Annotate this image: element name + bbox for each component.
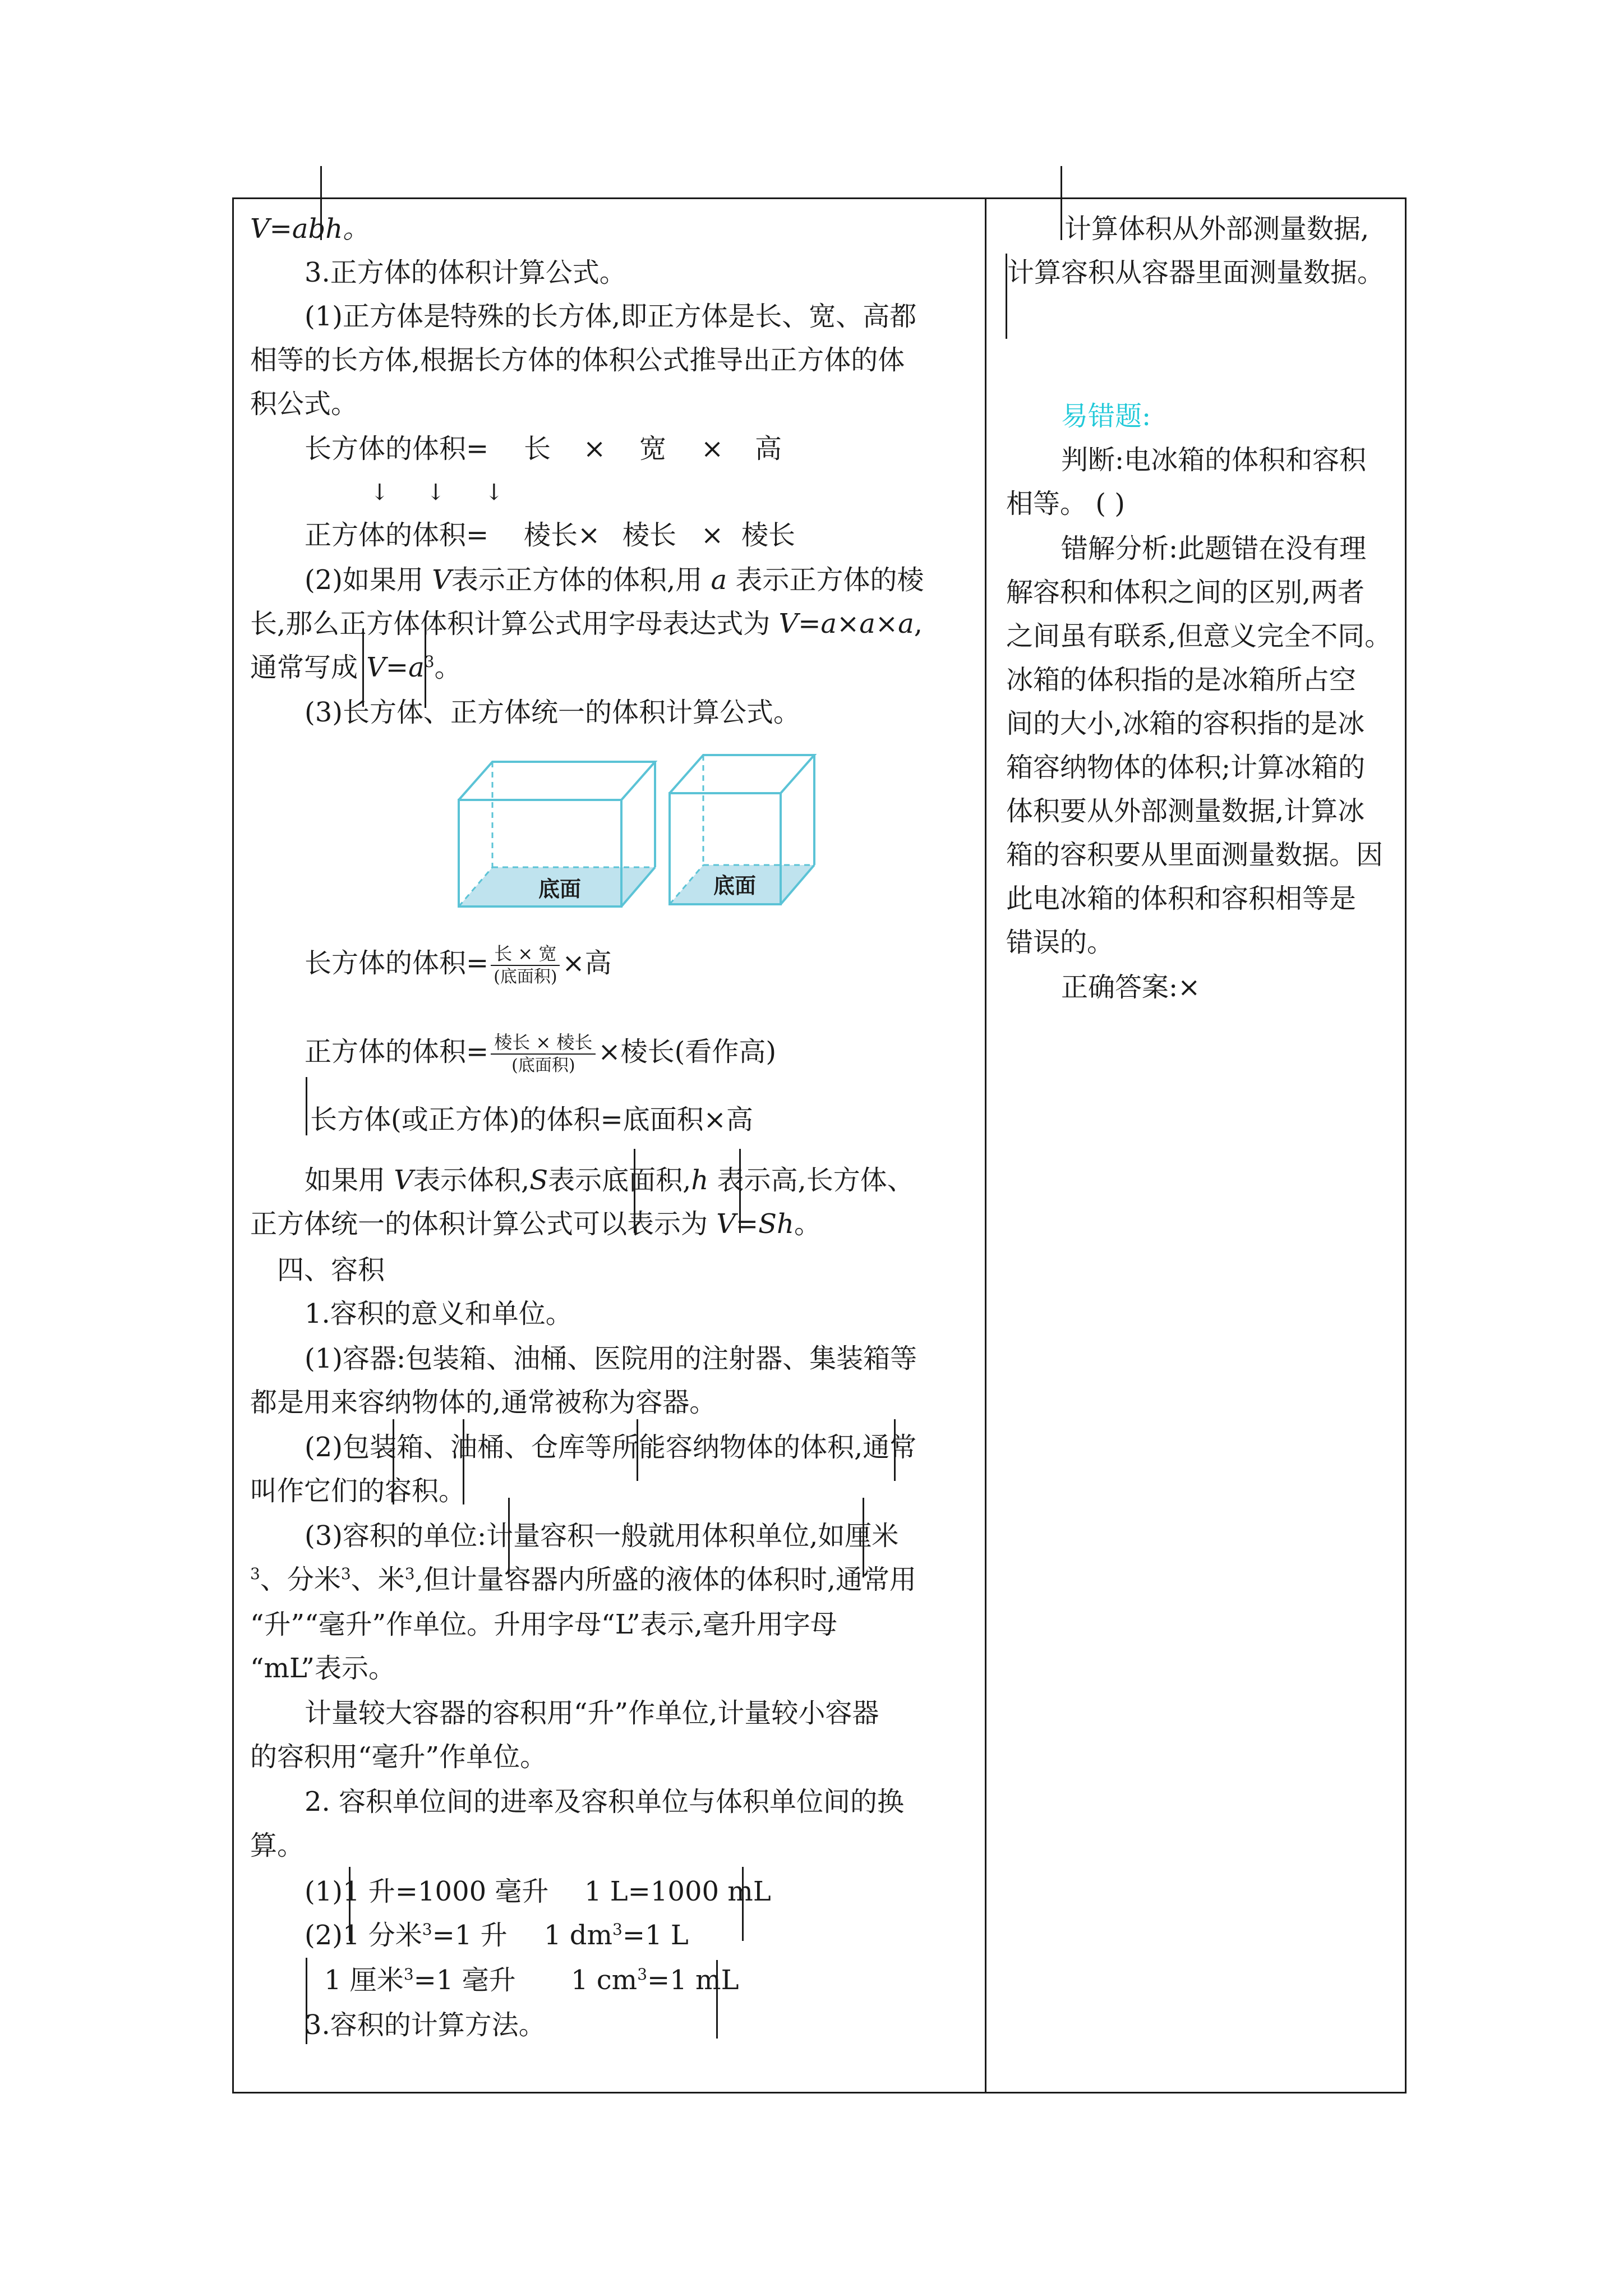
text-line: “升”“毫升”作单位。升用字母“L”表示,毫升用字母 — [250, 1609, 837, 1640]
section-heading: 2. 容积单位间的进率及容积单位与体积单位间的换 — [305, 1786, 905, 1818]
text-line: 的容积用“毫升”作单位。 — [250, 1741, 547, 1773]
formula-term: 棱长× — [524, 519, 601, 551]
text-line: 正方体统一的体积计算公式可以表示为 V=Sh。 — [250, 1208, 821, 1240]
down-arrow-icon: ↓ — [485, 480, 504, 505]
section-heading: 四、容积 — [277, 1254, 385, 1286]
text-line: 计算体积从外部测量数据, — [1064, 213, 1370, 245]
text-line: 间的大小,冰箱的容积指的是冰 — [1006, 708, 1365, 739]
text-line: 错解分析:此题错在没有理 — [1061, 533, 1367, 564]
conversion-row: (1)1 升=1000 毫升 — [305, 1876, 549, 1907]
text-line: 之间虽有联系,但意义完全不同。 — [1006, 620, 1392, 652]
formula-operator: × — [583, 433, 606, 464]
text-line: 相等。 ( ) — [1006, 488, 1125, 519]
conversion-row: 1 $cm^3=1$ mL — [571, 1964, 739, 1996]
text-line: 如果用 V表示体积,S表示底面积,h 表示高,长方体、 — [305, 1165, 914, 1196]
formula-operator: × — [701, 433, 724, 464]
text-line: (2)包装箱、油桶、仓库等所能容纳物体的体积,通常 — [305, 1432, 917, 1463]
text-line: 算。 — [250, 1830, 305, 1861]
text-line: 解容积和体积之间的区别,两者 — [1006, 577, 1365, 608]
text-line: (3)长方体、正方体统一的体积计算公式。 — [305, 697, 800, 728]
text-line: 体积要从外部测量数据,计算冰 — [1006, 795, 1365, 827]
unified-formula: 长方体(或正方体)的体积=底面积×高 — [310, 1104, 753, 1135]
text-line: (1)容器:包装箱、油桶、医院用的注射器、集装箱等 — [305, 1343, 917, 1374]
answer-line: 正确答案:× — [1061, 972, 1201, 1003]
cube-volume-formula: 正方体的体积= $\frac{\text{棱长 × 棱长}}{\text{(底面积)}}$ ×棱长(看作高) — [305, 1031, 777, 1075]
cube-top-edges — [670, 755, 814, 793]
formula-term: 长 — [524, 433, 551, 464]
text-line: 积公式。 — [250, 388, 358, 420]
formula-label: 长方体的体积= — [305, 433, 489, 464]
base-label: 底面 — [538, 877, 582, 901]
formula-term: 棱长 — [623, 519, 677, 551]
mark — [1061, 166, 1062, 240]
mark — [306, 1077, 307, 1135]
cuboid-volume-formula: 长方体的体积= $\frac{\text{长 × 宽}}{\text{(底面积)}}$ ×高 — [305, 942, 612, 987]
formula-term: 高 — [755, 433, 782, 464]
text-line: 计量较大容器的容积用“升”作单位,计量较小容器 — [305, 1697, 879, 1729]
text-line: 箱的容积要从里面测量数据。因 — [1006, 839, 1384, 871]
base-label: 底面 — [713, 873, 757, 898]
formula-term: 宽 — [639, 433, 667, 464]
cuboid-cube-figure — [453, 749, 818, 918]
text-line: 判断:电冰箱的体积和容积 — [1061, 444, 1367, 476]
down-arrow-icon: ↓ — [426, 480, 445, 505]
conversion-row: 1 $dm^3=1$ L — [544, 1920, 689, 1951]
conversion-row: (2)1 分米$^3$=1 升 — [305, 1920, 508, 1951]
text-line: 计算容积从容器里面测量数据。 — [1007, 257, 1385, 288]
text-line: 通常写成 $V=a^3$。 — [250, 652, 462, 683]
error-prone-heading: 易错题: — [1061, 401, 1151, 432]
section-heading: 1.容积的意义和单位。 — [305, 1298, 573, 1329]
text-line: 箱容纳物体的体积;计算冰箱的 — [1006, 752, 1366, 783]
text-line: 都是用来容纳物体的,通常被称为容器。 — [250, 1387, 717, 1418]
text-line: 错误的。 — [1006, 927, 1114, 958]
text-line: $^3$、分米$^3$、米$^3$,但计量容器内所盛的液体的体积时,通常用 — [250, 1564, 917, 1595]
text-line: 相等的长方体,根据长方体的体积公式推导出正方体的体 — [250, 344, 905, 376]
text-line: 长,那么正方体体积计算公式用字母表达式为 V=a×a×a, — [250, 608, 923, 639]
section-heading: 3.正方体的体积计算公式。 — [305, 257, 626, 288]
section-heading: 3.容积的计算方法。 — [305, 2009, 546, 2041]
text-line: V=abh。 — [250, 213, 370, 245]
formula-label: 正方体的体积= — [305, 519, 489, 551]
text-line: 冰箱的体积指的是冰箱所占空 — [1006, 664, 1357, 696]
text-line: (2)如果用 V表示正方体的体积,用 a 表示正方体的棱 — [305, 564, 924, 596]
column-divider — [985, 197, 986, 2093]
text-line: “mL”表示。 — [250, 1653, 395, 1684]
formula-term: 棱长 — [741, 519, 796, 551]
text-line: (1)正方体是特殊的长方体,即正方体是长、宽、高都 — [305, 301, 917, 332]
conversion-row: 1 L=1000 mL — [584, 1876, 771, 1907]
formula-operator: × — [701, 519, 724, 551]
text-line: (3)容积的单位:计量容积一般就用体积单位,如厘米 — [305, 1520, 899, 1552]
down-arrow-icon: ↓ — [370, 480, 389, 505]
text-line: 此电冰箱的体积和容积相等是 — [1006, 883, 1357, 914]
conversion-row: 1 厘米$^3$=1 毫升 — [324, 1964, 516, 1996]
text-line: 叫作它们的容积。 — [250, 1475, 466, 1507]
cuboid-top-edges — [459, 762, 655, 800]
